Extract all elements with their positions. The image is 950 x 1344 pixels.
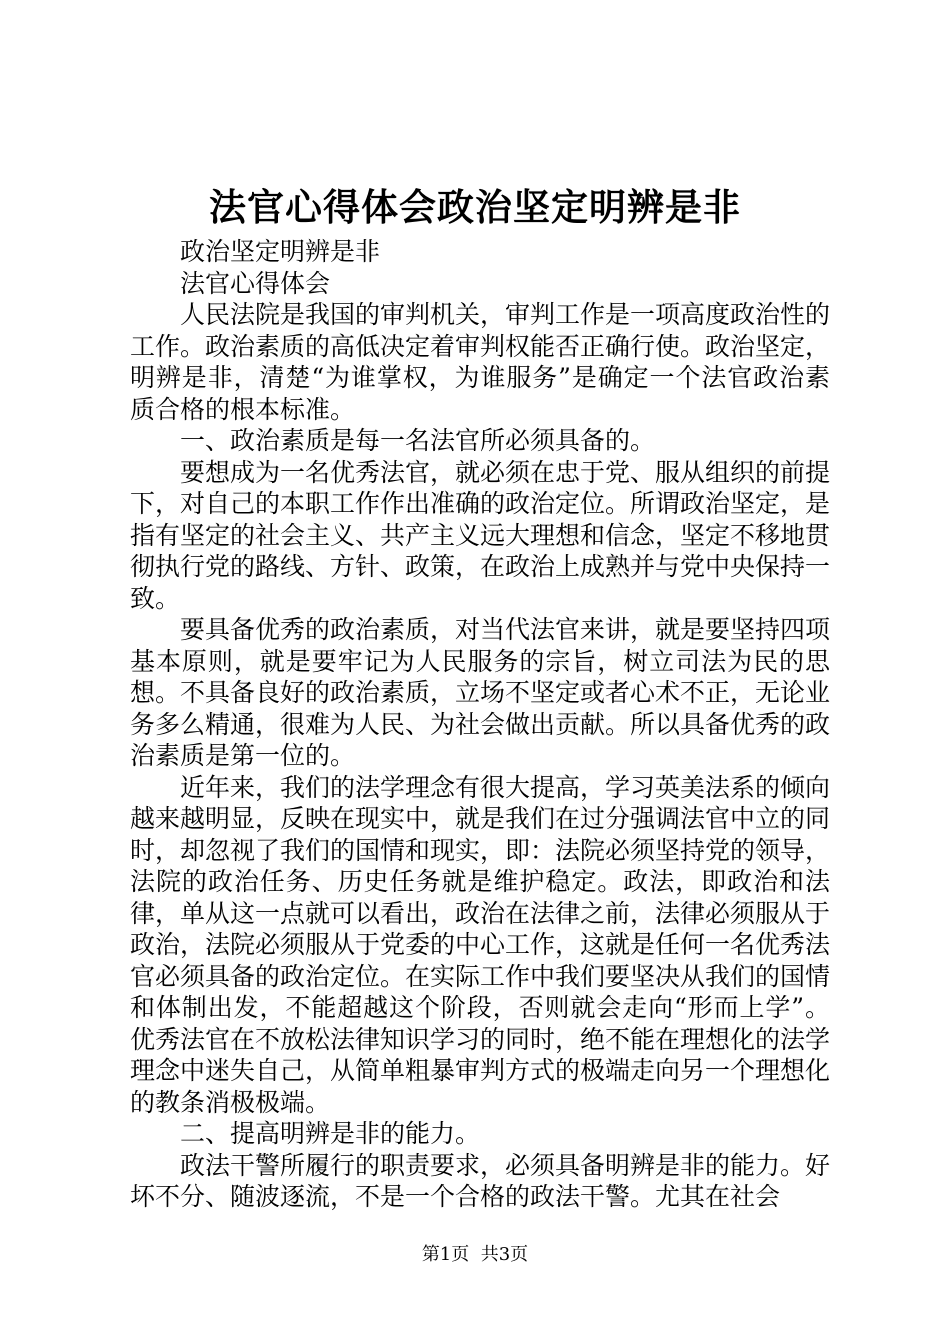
- section-heading-2: 二、提高明辨是非的能力。: [180, 1119, 481, 1148]
- page-total: 共3页: [480, 1244, 529, 1265]
- section-heading-1: 一、政治素质是每一名法官所必须具备的。: [180, 426, 656, 455]
- paragraph-subtitle-1: 政治坚定明辨是非: [180, 237, 381, 266]
- paragraph-section-1-b: 要具备优秀的政治素质，对当代法官来讲，就是要坚持四项基本原则，就是要牢记为人民服务的宗旨，树立司法为民的思想。不具备良好的政治素质，立场不坚定或者心术不正，无论业务多么精通，很难为人民、为社会做出贡献。所以具备优秀的政治素质是第一位的。: [130, 615, 831, 770]
- paragraph-section-1-a: 要想成为一名优秀法官，就必须在忠于党、服从组织的前提下，对自己的本职工作作出准确的政治定位。所谓政治坚定，是指有坚定的社会主义、共产主义远大理想和信念，坚定不移地贯彻执行党的路线、方针、政策，在政治上成熟并与党中央保持一致。: [130, 457, 831, 613]
- document-title: 法官心得体会政治坚定明辨是非: [209, 185, 741, 229]
- paragraph-section-2-a: 政法干警所履行的职责要求，必须具备明辨是非的能力。好坏不分、随波逐流，不是一个合格的政法干警。尤其在社会: [130, 1150, 831, 1211]
- page-footer: [0, 1243, 950, 1267]
- document-body: [130, 236, 830, 1213]
- paragraph-intro: 人民法院是我国的审判机关，审判工作是一项高度政治性的工作。政治素质的高低决定着审判权能否正确行使。政治坚定，明辨是非，清楚“为谁掌权，为谁服务”是确定一个法官政治素质合格的根本标准。: [130, 300, 831, 424]
- paragraph-subtitle-2: 法官心得体会: [180, 268, 331, 298]
- page-number: 第1页: [421, 1244, 470, 1265]
- paragraph-section-1-c: 近年来，我们的法学理念有很大提高，学习英美法系的倾向越来越明显，反映在现实中，就是我们在过分强调法官中立的同时，却忽视了我们的国情和现实，即：法院必须坚持党的领导，法院的政治任务、历史任务就是维护稳定。政法，即政治和法律，单从这一点就可以看出，政治在法律之前，法律必须服从于政治，法院必须服从于党委的中心工作，这就是任何一名优秀法官必须具备的政治定位。在实际工作中我们要坚决从我们的国情和体制出发，不能超越这个阶段，否则就会走向“形而上学”。优秀法官在不放松法律知识学习的同时，绝不能在理想化的法学理念中迷失自己，从简单粗暴审判方式的极端走向另一个理想化的教条消极极端。: [130, 772, 831, 1117]
